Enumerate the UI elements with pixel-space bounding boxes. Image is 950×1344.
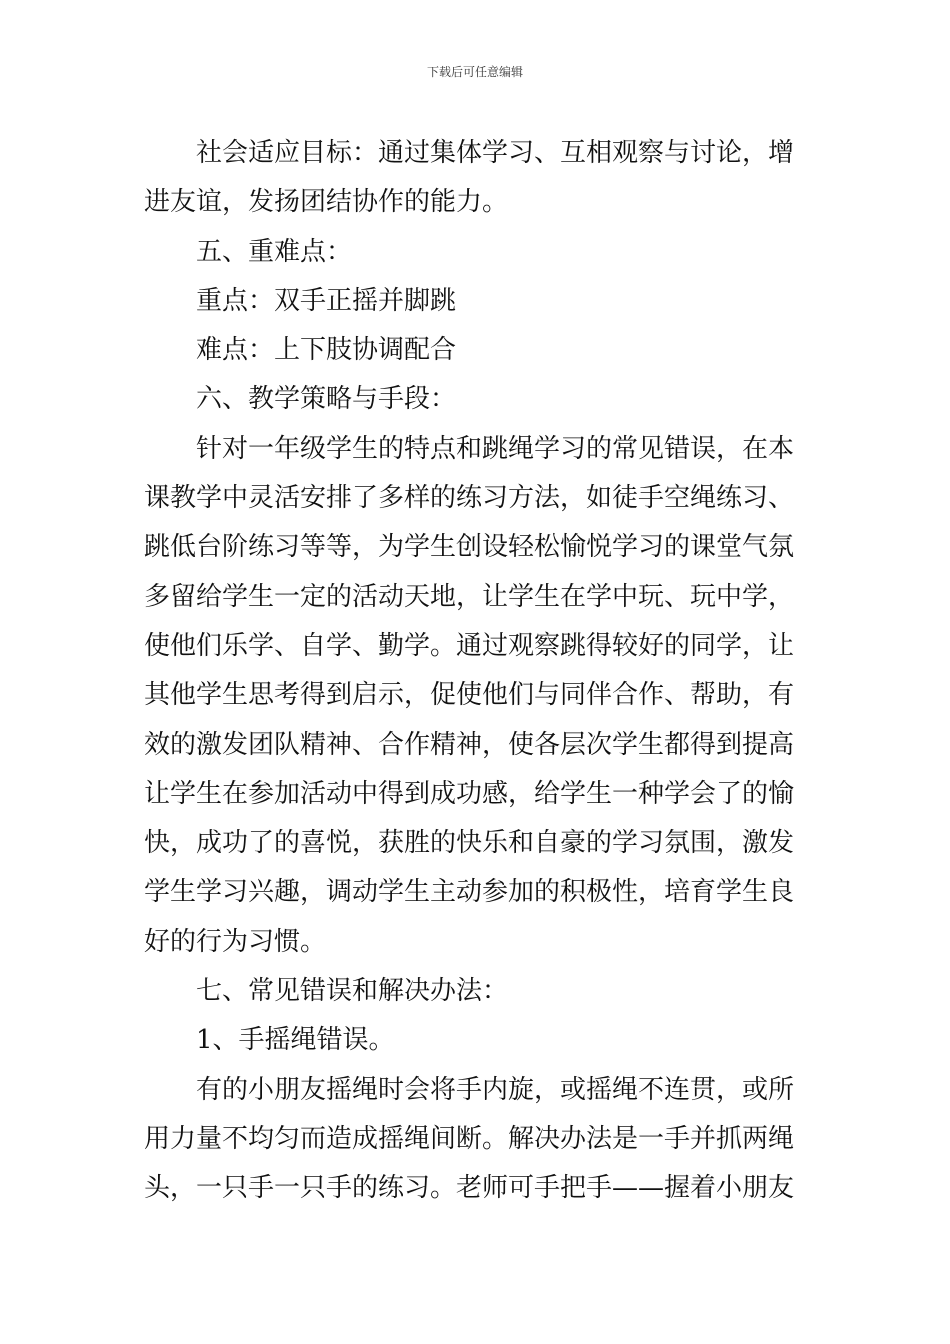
paragraph-strategy-line-9: 快，成功了的喜悦，获胜的快乐和自豪的学习氛围，激发 [144, 828, 795, 859]
section-heading-key-points: 五、重难点： [196, 236, 353, 267]
paragraph-strategy-line-1: 针对一年级学生的特点和跳绳学习的常见错误，在本 [196, 433, 795, 464]
paragraph-strategy-line-7: 效的激发团队精神、合作精神，使各层次学生都得到提高 [144, 729, 795, 760]
paragraph-strategy-line-11: 好的行为习惯。 [144, 926, 327, 957]
paragraph-social-goal-line-1: 社会适应目标：通过集体学习、互相观察与讨论，增 [196, 138, 795, 168]
subheading-rope-swing-error: 1、手摇绳错误。 [196, 1025, 395, 1056]
document-body [144, 129, 812, 1214]
paragraph-strategy-line-5: 使他们乐学、自学、勤学。通过观察跳得较好的同学，让 [144, 630, 795, 661]
paragraph-error-line-2: 用力量不均匀而造成摇绳间断。解决办法是一手并抓两绳 [144, 1123, 795, 1154]
page-header: 下载后可任意编辑 [426, 65, 523, 79]
paragraph-strategy-line-6: 其他学生思考得到启示，促使他们与同伴合作、帮助，有 [144, 680, 795, 711]
difficulty-text: 难点：上下肢协调配合 [196, 335, 457, 366]
paragraph-social-goal-line-2: 进友谊，发扬团结协作的能力。 [144, 187, 509, 218]
paragraph-strategy-line-4: 多留给学生一定的活动天地，让学生在学中玩、玩中学， [144, 581, 795, 612]
paragraph-strategy-line-8: 让学生在参加活动中得到成功感，给学生一种学会了的愉 [144, 778, 795, 809]
key-point-text: 重点：双手正摇并脚跳 [196, 285, 457, 316]
paragraph-error-line-3: 头，一只手一只手的练习。老师可手把手——握着小朋友 [144, 1173, 795, 1204]
paragraph-error-line-1: 有的小朋友摇绳时会将手内旋，或摇绳不连贯，或所 [196, 1074, 795, 1105]
paragraph-strategy-line-3: 跳低台阶练习等等，为学生创设轻松愉悦学习的课堂气氛 [144, 532, 795, 563]
section-heading-strategy: 六、教学策略与手段： [196, 384, 457, 415]
paragraph-strategy-line-10: 学生学习兴趣，调动学生主动参加的积极性，培育学生良 [144, 877, 795, 908]
paragraph-strategy-line-2: 课教学中灵活安排了多样的练习方法，如徒手空绳练习、 [144, 483, 795, 514]
section-heading-common-errors: 七、常见错误和解决办法： [196, 976, 509, 1007]
